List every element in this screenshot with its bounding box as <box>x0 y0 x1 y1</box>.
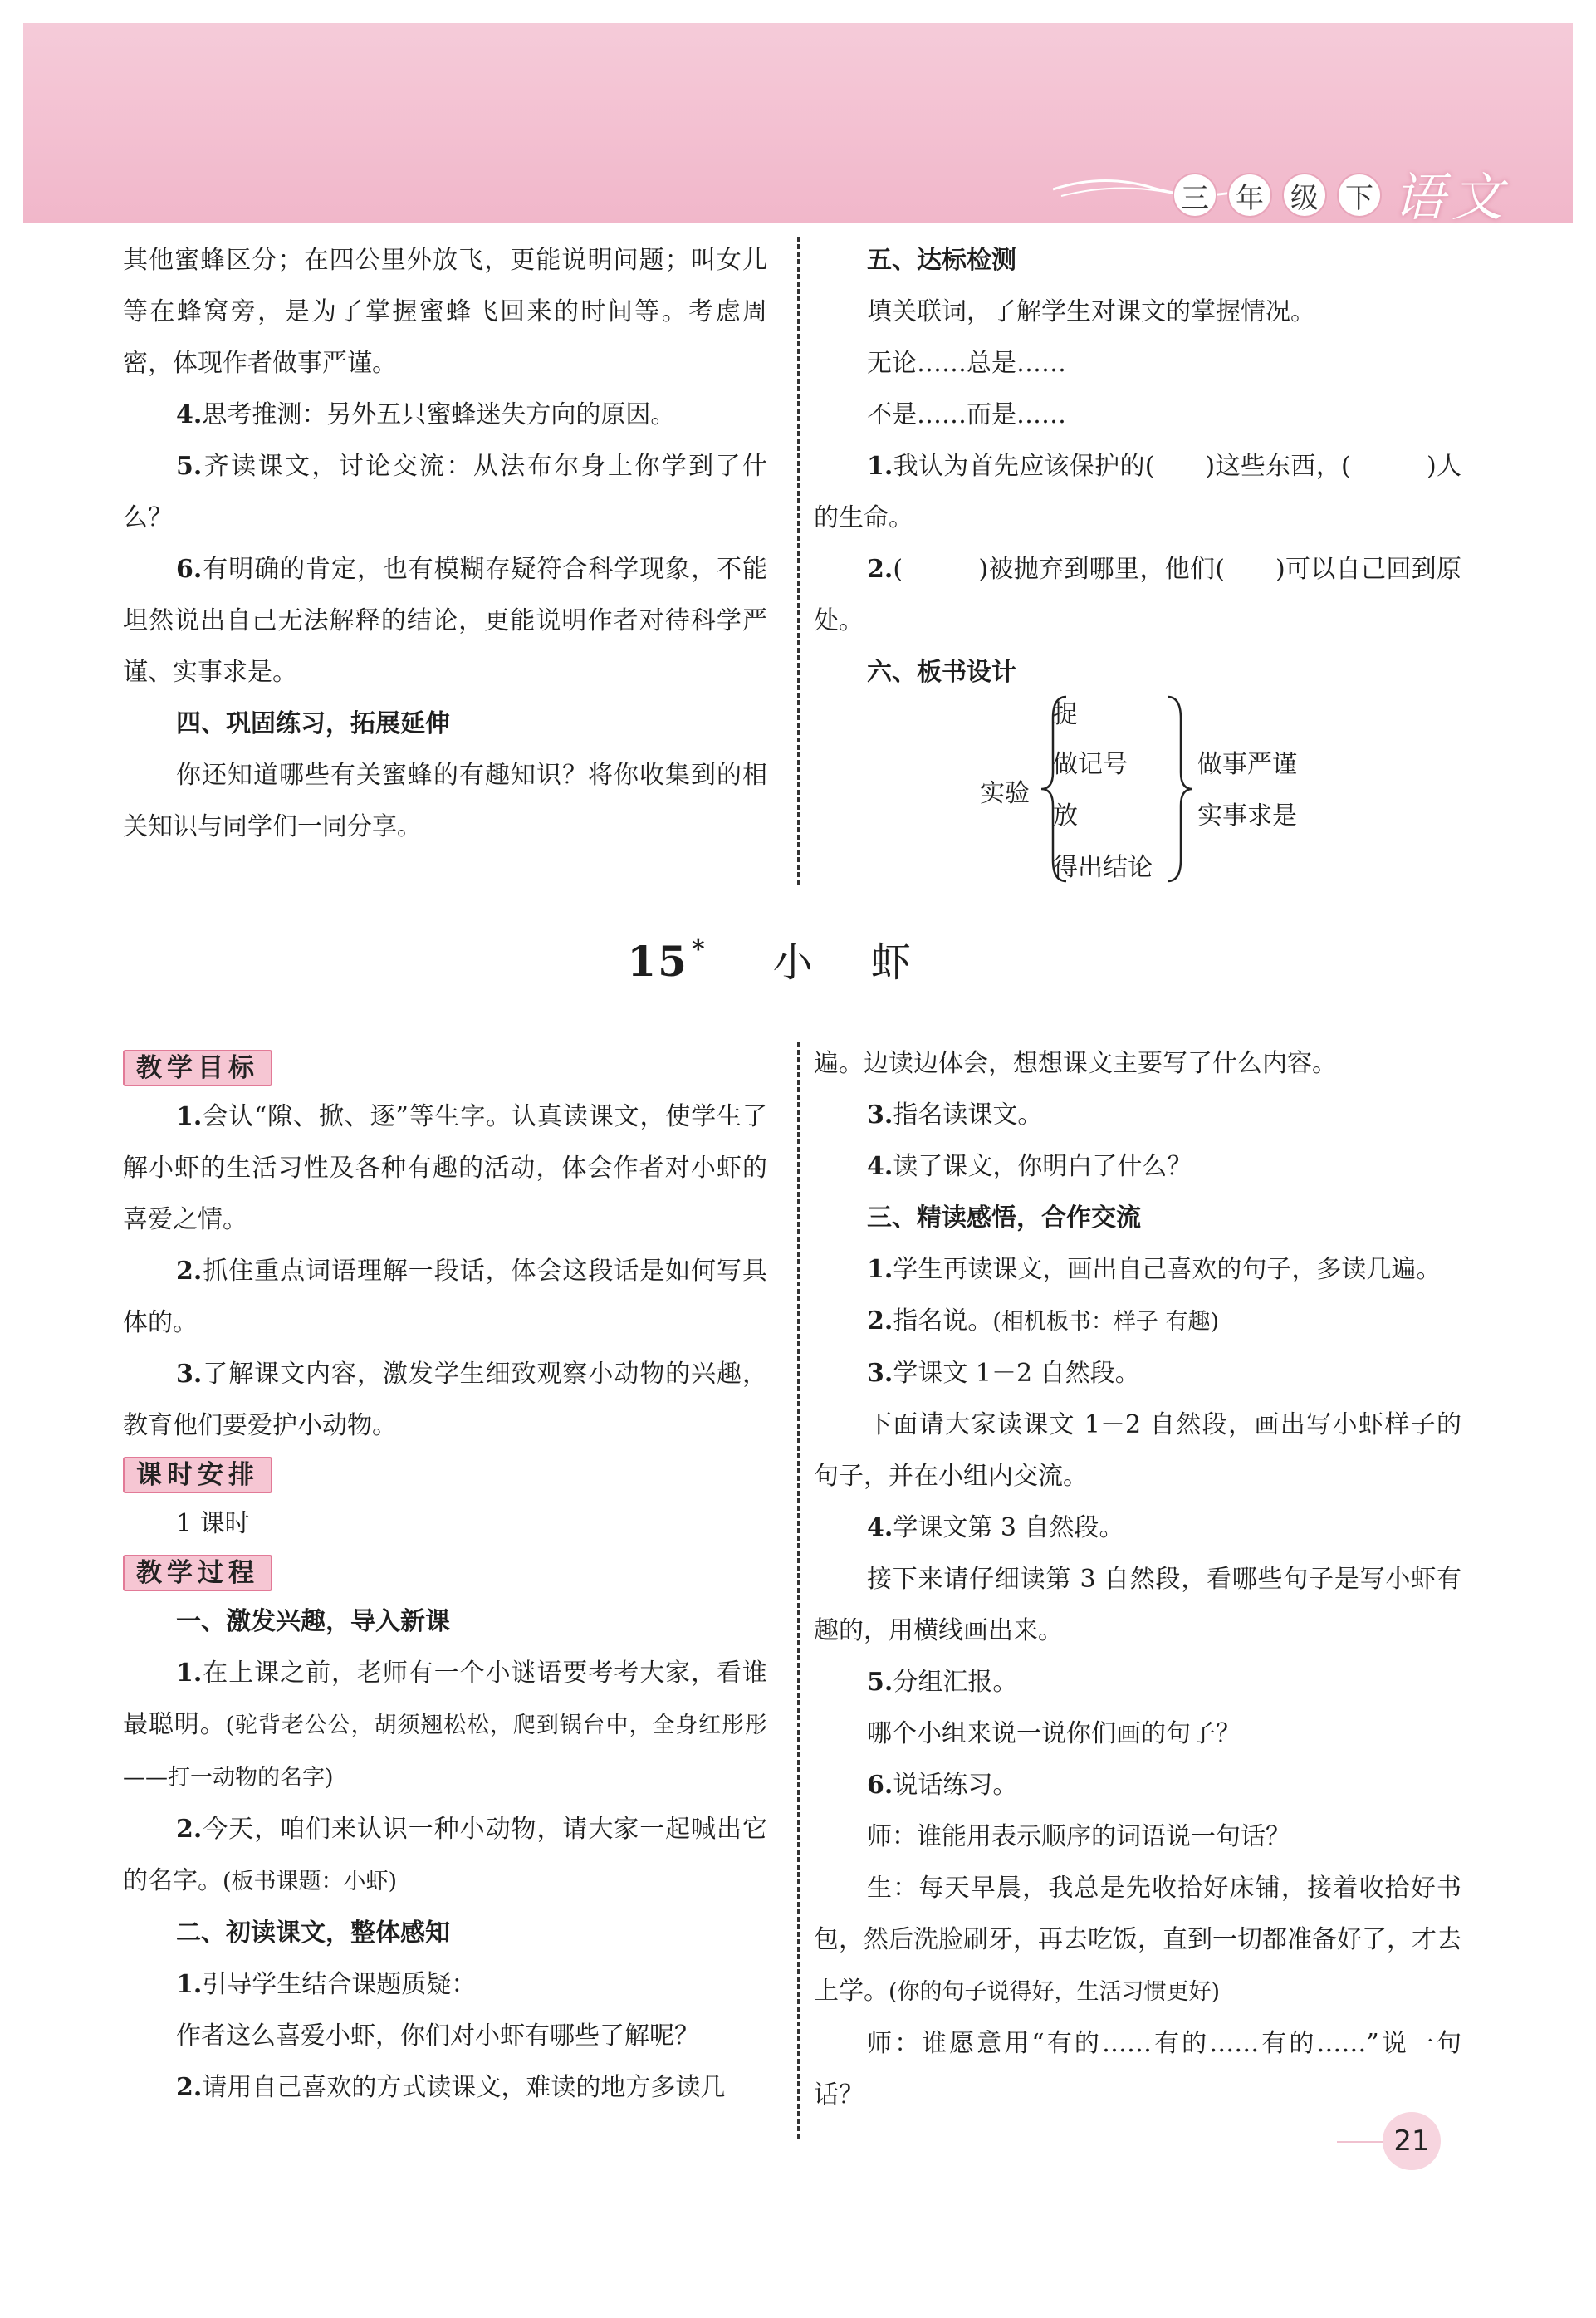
section-tag-time: 课时安排 <box>123 1457 272 1493</box>
right-brace-icon <box>1163 693 1196 885</box>
list-item: 2.( )被抛弃到哪里，他们( )可以自己回到原处。 <box>814 555 1461 635</box>
paragraph: 填关联词，了解学生对课文的掌握情况。 <box>867 297 1315 326</box>
paragraph: 师：谁能用表示顺序的词语说一句话？ <box>867 1822 1290 1851</box>
section-tag-process: 教学过程 <box>123 1555 272 1591</box>
paragraph: 接下来请仔细读第 3 自然段，看哪些句子是写小虾有趣的，用横线画出来。 <box>814 1565 1461 1645</box>
section-tag-goals: 教学目标 <box>123 1050 272 1086</box>
paragraph: 生：每天早晨，我总是先收拾好床铺，接着收拾好书包，然后洗脸刷牙，再去吃饭，直到一切都准备好了，才去上学。(你的句子说得好，生活习惯更好) <box>814 1874 1461 2006</box>
list-item: 2.今天，咱们来认识一种小动物，请大家一起喊出它的名字。(板书课题：小虾) <box>123 1815 767 1895</box>
section-heading: 三、精读感悟，合作交流 <box>867 1203 1141 1233</box>
section-heading: 四、巩固练习，拓展延伸 <box>176 709 450 738</box>
grade-char: 下 <box>1337 173 1382 218</box>
list-item: 6.说话练习。 <box>867 1771 1018 1800</box>
list-item: 3.指名读课文。 <box>867 1100 1043 1130</box>
page-number-line <box>1337 2141 1387 2143</box>
list-item: 1.会认“隙、掀、逐”等生字。认真读课文，使学生了解小虾的生活习性及各种有趣的活动，体会作者对小虾的喜爱之情。 <box>123 1102 767 1234</box>
list-item: 3.了解课文内容，激发学生细致观察小动物的兴趣，教育他们要爱护小动物。 <box>123 1360 767 1440</box>
list-item: 1.在上课之前，老师有一个小谜语要考考大家，看谁最聪明。(驼背老公公，胡须翘松松，爬到锅台中，全身红彤彤——打一动物的名字) <box>123 1659 767 1791</box>
section-heading: 一、激发兴趣，导入新课 <box>176 1607 450 1636</box>
board-design <box>980 693 1412 885</box>
list-item: 2.指名说。(相机板书：样子 有趣) <box>867 1306 1219 1335</box>
grade-char: 三 <box>1173 173 1217 218</box>
grade-label <box>1173 173 1382 218</box>
chapter-title <box>0 930 1596 987</box>
list-item: 6.有明确的肯定，也有模糊存疑符合科学现象，不能坦然说出自己无法解释的结论，更能说明作者对待科学严谨、实事求是。 <box>123 555 767 687</box>
chapter-name: 小虾 <box>772 939 969 986</box>
bottom-right-column <box>814 1038 1461 2121</box>
paragraph: 1 课时 <box>176 1509 250 1538</box>
chapter-mark: * <box>691 935 707 964</box>
board-result: 做事严谨 <box>1197 750 1297 779</box>
list-item: 1.引导学生结合课题质疑： <box>176 1970 477 1999</box>
list-item: 3.学课文 1－2 自然段。 <box>867 1359 1140 1388</box>
bottom-left-column <box>123 1045 767 2114</box>
section-heading: 六、板书设计 <box>867 658 1016 687</box>
grade-char: 级 <box>1282 173 1327 218</box>
paragraph: 不是……而是…… <box>867 400 1066 429</box>
section-heading: 二、初读课文，整体感知 <box>176 1919 450 1948</box>
paragraph: 下面请大家读课文 1－2 自然段，画出写小虾样子的句子，并在小组内交流。 <box>814 1410 1461 1491</box>
list-item: 5.分组汇报。 <box>867 1668 1018 1697</box>
board-step: 放 <box>1053 801 1078 831</box>
paragraph: 遍。边读边体会，想想课文主要写了什么内容。 <box>814 1049 1337 1078</box>
grade-char: 年 <box>1227 173 1272 218</box>
board-step: 得出结论 <box>1053 853 1153 882</box>
board-step: 捉 <box>1053 700 1078 729</box>
list-item: 4.读了课文，你明白了什么？ <box>867 1152 1192 1181</box>
paragraph: 哪个小组来说一说你们画的句子？ <box>867 1719 1241 1748</box>
paragraph: 无论……总是…… <box>867 349 1066 378</box>
paragraph: 作者这么喜爱小虾，你们对小虾有哪些了解呢？ <box>176 2022 699 2051</box>
board-result: 实事求是 <box>1197 801 1297 831</box>
chapter-number: 15 <box>627 937 688 986</box>
paragraph: 其他蜜蜂区分；在四公里外放飞，更能说明问题；叫女儿等在蜂窝旁，是为了掌握蜜蜂飞回来的时间等。考虑周密，体现作者做事严谨。 <box>123 246 767 378</box>
page-number: 21 <box>1383 2112 1441 2170</box>
board-step: 做记号 <box>1053 750 1128 779</box>
paragraph: 师：谁愿意用“有的……有的……有的……”说一句话？ <box>814 2029 1461 2110</box>
list-item: 1.学生再读课文，画出自己喜欢的句子，多读几遍。 <box>867 1255 1442 1284</box>
list-item: 4.学课文第 3 自然段。 <box>867 1513 1124 1542</box>
column-divider-bottom <box>797 1042 800 2139</box>
top-right-column <box>814 235 1461 698</box>
header-banner <box>23 23 1573 228</box>
board-root: 实验 <box>980 779 1030 808</box>
paragraph: 你还知道哪些有关蜜蜂的有趣知识？将你收集到的相关知识与同学们一同分享。 <box>123 761 767 841</box>
section-heading: 五、达标检测 <box>867 246 1016 275</box>
list-item: 1.我认为首先应该保护的( )这些东西，( )人的生命。 <box>814 452 1461 532</box>
list-item: 4.思考推测：另外五只蜜蜂迷失方向的原因。 <box>176 400 676 429</box>
subject-title: 语文 <box>1393 167 1510 228</box>
list-item: 2.抓住重点词语理解一段话，体会这段话是如何写具体的。 <box>123 1257 767 1337</box>
column-divider-top <box>797 237 800 885</box>
top-left-column <box>123 235 767 853</box>
list-item: 5.齐读课文，讨论交流：从法布尔身上你学到了什么？ <box>123 452 767 532</box>
list-item: 2.请用自己喜欢的方式读课文，难读的地方多读几 <box>176 2073 726 2102</box>
